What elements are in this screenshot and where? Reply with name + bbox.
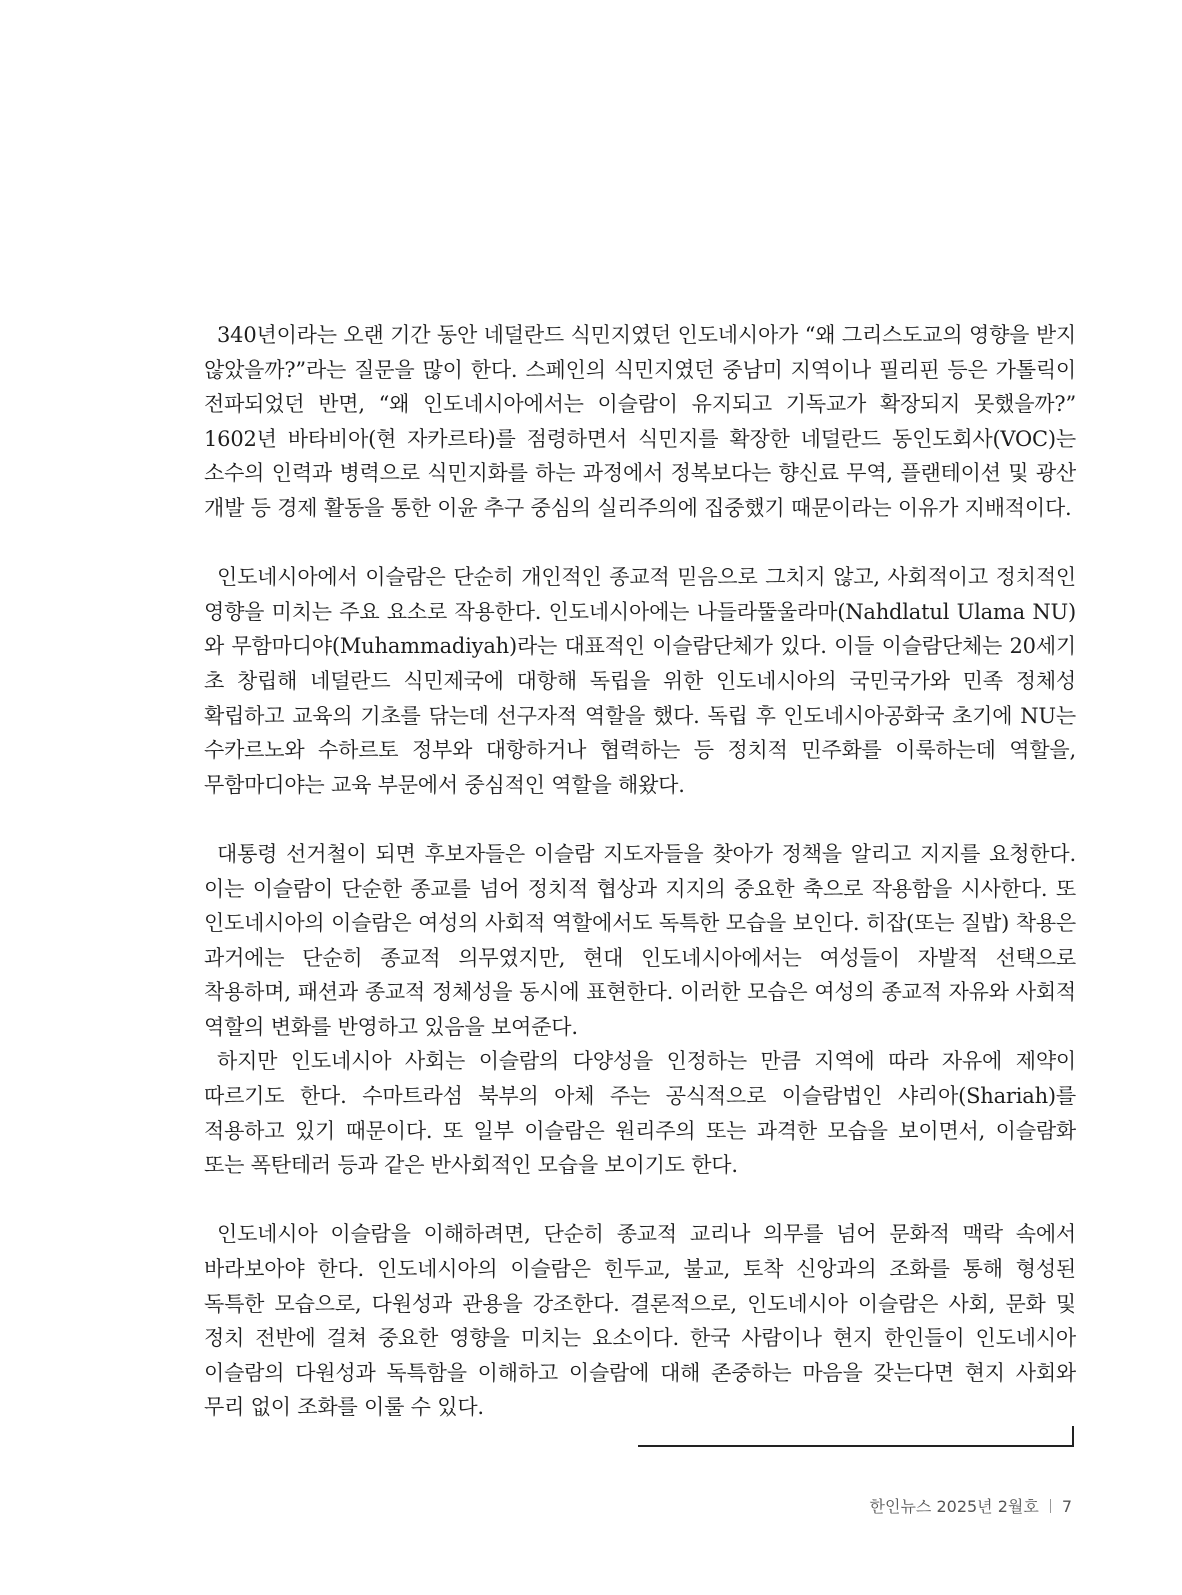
page-number: 7 <box>1061 1497 1072 1516</box>
article-end-tick <box>1072 1426 1074 1447</box>
page-footer <box>870 1494 1072 1517</box>
article-end-rule <box>638 1445 1074 1447</box>
paragraph-3: 대통령 선거철이 되면 후보자들은 이슬람 지도자들을 찾아가 정책을 알리고 지지를 요청한다. 이는 이슬람이 단순한 종교를 넘어 정치적 협상과 지지의 중요한 축으로 작용함을 시사한다. 또 인도네시아의 이슬람은 여성의 사회적 역할에서도 독특한 모습을 보인다. 히잡(또는 질밥) 착용은 과거에는 단순히 종교적 의무였지만, 현대 인도네시아에서는 여성들이 자발적 선택으로 착용하며, 패션과 종교적 정체성을 동시에 표현한다. 이러한 모습은 여성의 종교적 자유와 사회적 역할의 변화를 반영하고 있음을 보여준다. <box>204 841 1076 1039</box>
paragraph-1: 340년이라는 오랜 기간 동안 네덜란드 식민지였던 인도네시아가 “왜 그리스도교의 영향을 받지 않았을까?”라는 질문을 많이 한다. 스페인의 식민지였던 중남미 지역이나 필리핀 등은 가톨릭이 전파되었던 반면, “왜 인도네시아에서는 이슬람이 유지되고 기독교가 확장되지 못했을까?” 1602년 바타비아(현 자카르타)를 점령하면서 식민지를 확장한 네덜란드 동인도회사(VOC)는 소수의 인력과 병력으로 식민지화를 하는 과정에서 정복보다는 향신료 무역, 플랜테이션 및 광산 개발 등 경제 활동을 통한 이윤 추구 중심의 실리주의에 집중했기 때문이라는 이유가 지배적이다. <box>204 323 1076 520</box>
paragraph-4: 하지만 인도네시아 사회는 이슬람의 다양성을 인정하는 만큼 지역에 따라 자유에 제약이 따르기도 한다. 수마트라섬 북부의 아체 주는 공식적으로 이슬람법인 샤리아(Shariah)를 적용하고 있기 때문이다. 또 일부 이슬람은 원리주의 또는 과격한 모습을 보이면서, 이슬람화 또는 폭탄테러 등과 같은 반사회적인 모습을 보이기도 한다. <box>204 1049 1076 1178</box>
paragraph-5: 인도네시아 이슬람을 이해하려면, 단순히 종교적 교리나 의무를 넘어 문화적 맥락 속에서 바라보아야 한다. 인도네시아의 이슬람은 힌두교, 불교, 토착 신앙과의 조화를 통해 형성된 독특한 모습으로, 다원성과 관용을 강조한다. 결론적으로, 인도네시아 이슬람은 사회, 문화 및 정치 전반에 걸쳐 중요한 영향을 미치는 요소이다. 한국 사람이나 현지 한인들이 인도네시아 이슬람의 다원성과 독특함을 이해하고 이슬람에 대해 존중하는 마음을 갖는다면 현지 사회와 무리 없이 조화를 이룰 수 있다. <box>204 1222 1076 1420</box>
footer-separator <box>1050 1499 1051 1513</box>
article-body <box>204 318 1076 1425</box>
paragraph-2: 인도네시아에서 이슬람은 단순히 개인적인 종교적 믿음으로 그치지 않고, 사회적이고 정치적인 영향을 미치는 주요 요소로 작용한다. 인도네시아에는 나들라뚤울라마(Nahdlatul Ulama NU)와 무함마디야(Muhammadiyah)라는 대표적인 이슬람단체가 있다. 이들 이슬람단체는 20세기 초 창립해 네덜란드 식민제국에 대항해 독립을 위한 인도네시아의 국민국가와 민족 정체성 확립하고 교육의 기초를 닦는데 선구자적 역할을 했다. 독립 후 인도네시아공화국 초기에 NU는 수카르노와 수하르토 정부와 대항하거나 협력하는 등 정치적 민주화를 이룩하는데 역할을, 무함마디야는 교육 부문에서 중심적인 역할을 해왔다. <box>204 565 1076 797</box>
publication-name: 한인뉴스 2025년 2월호 <box>869 1497 1039 1516</box>
